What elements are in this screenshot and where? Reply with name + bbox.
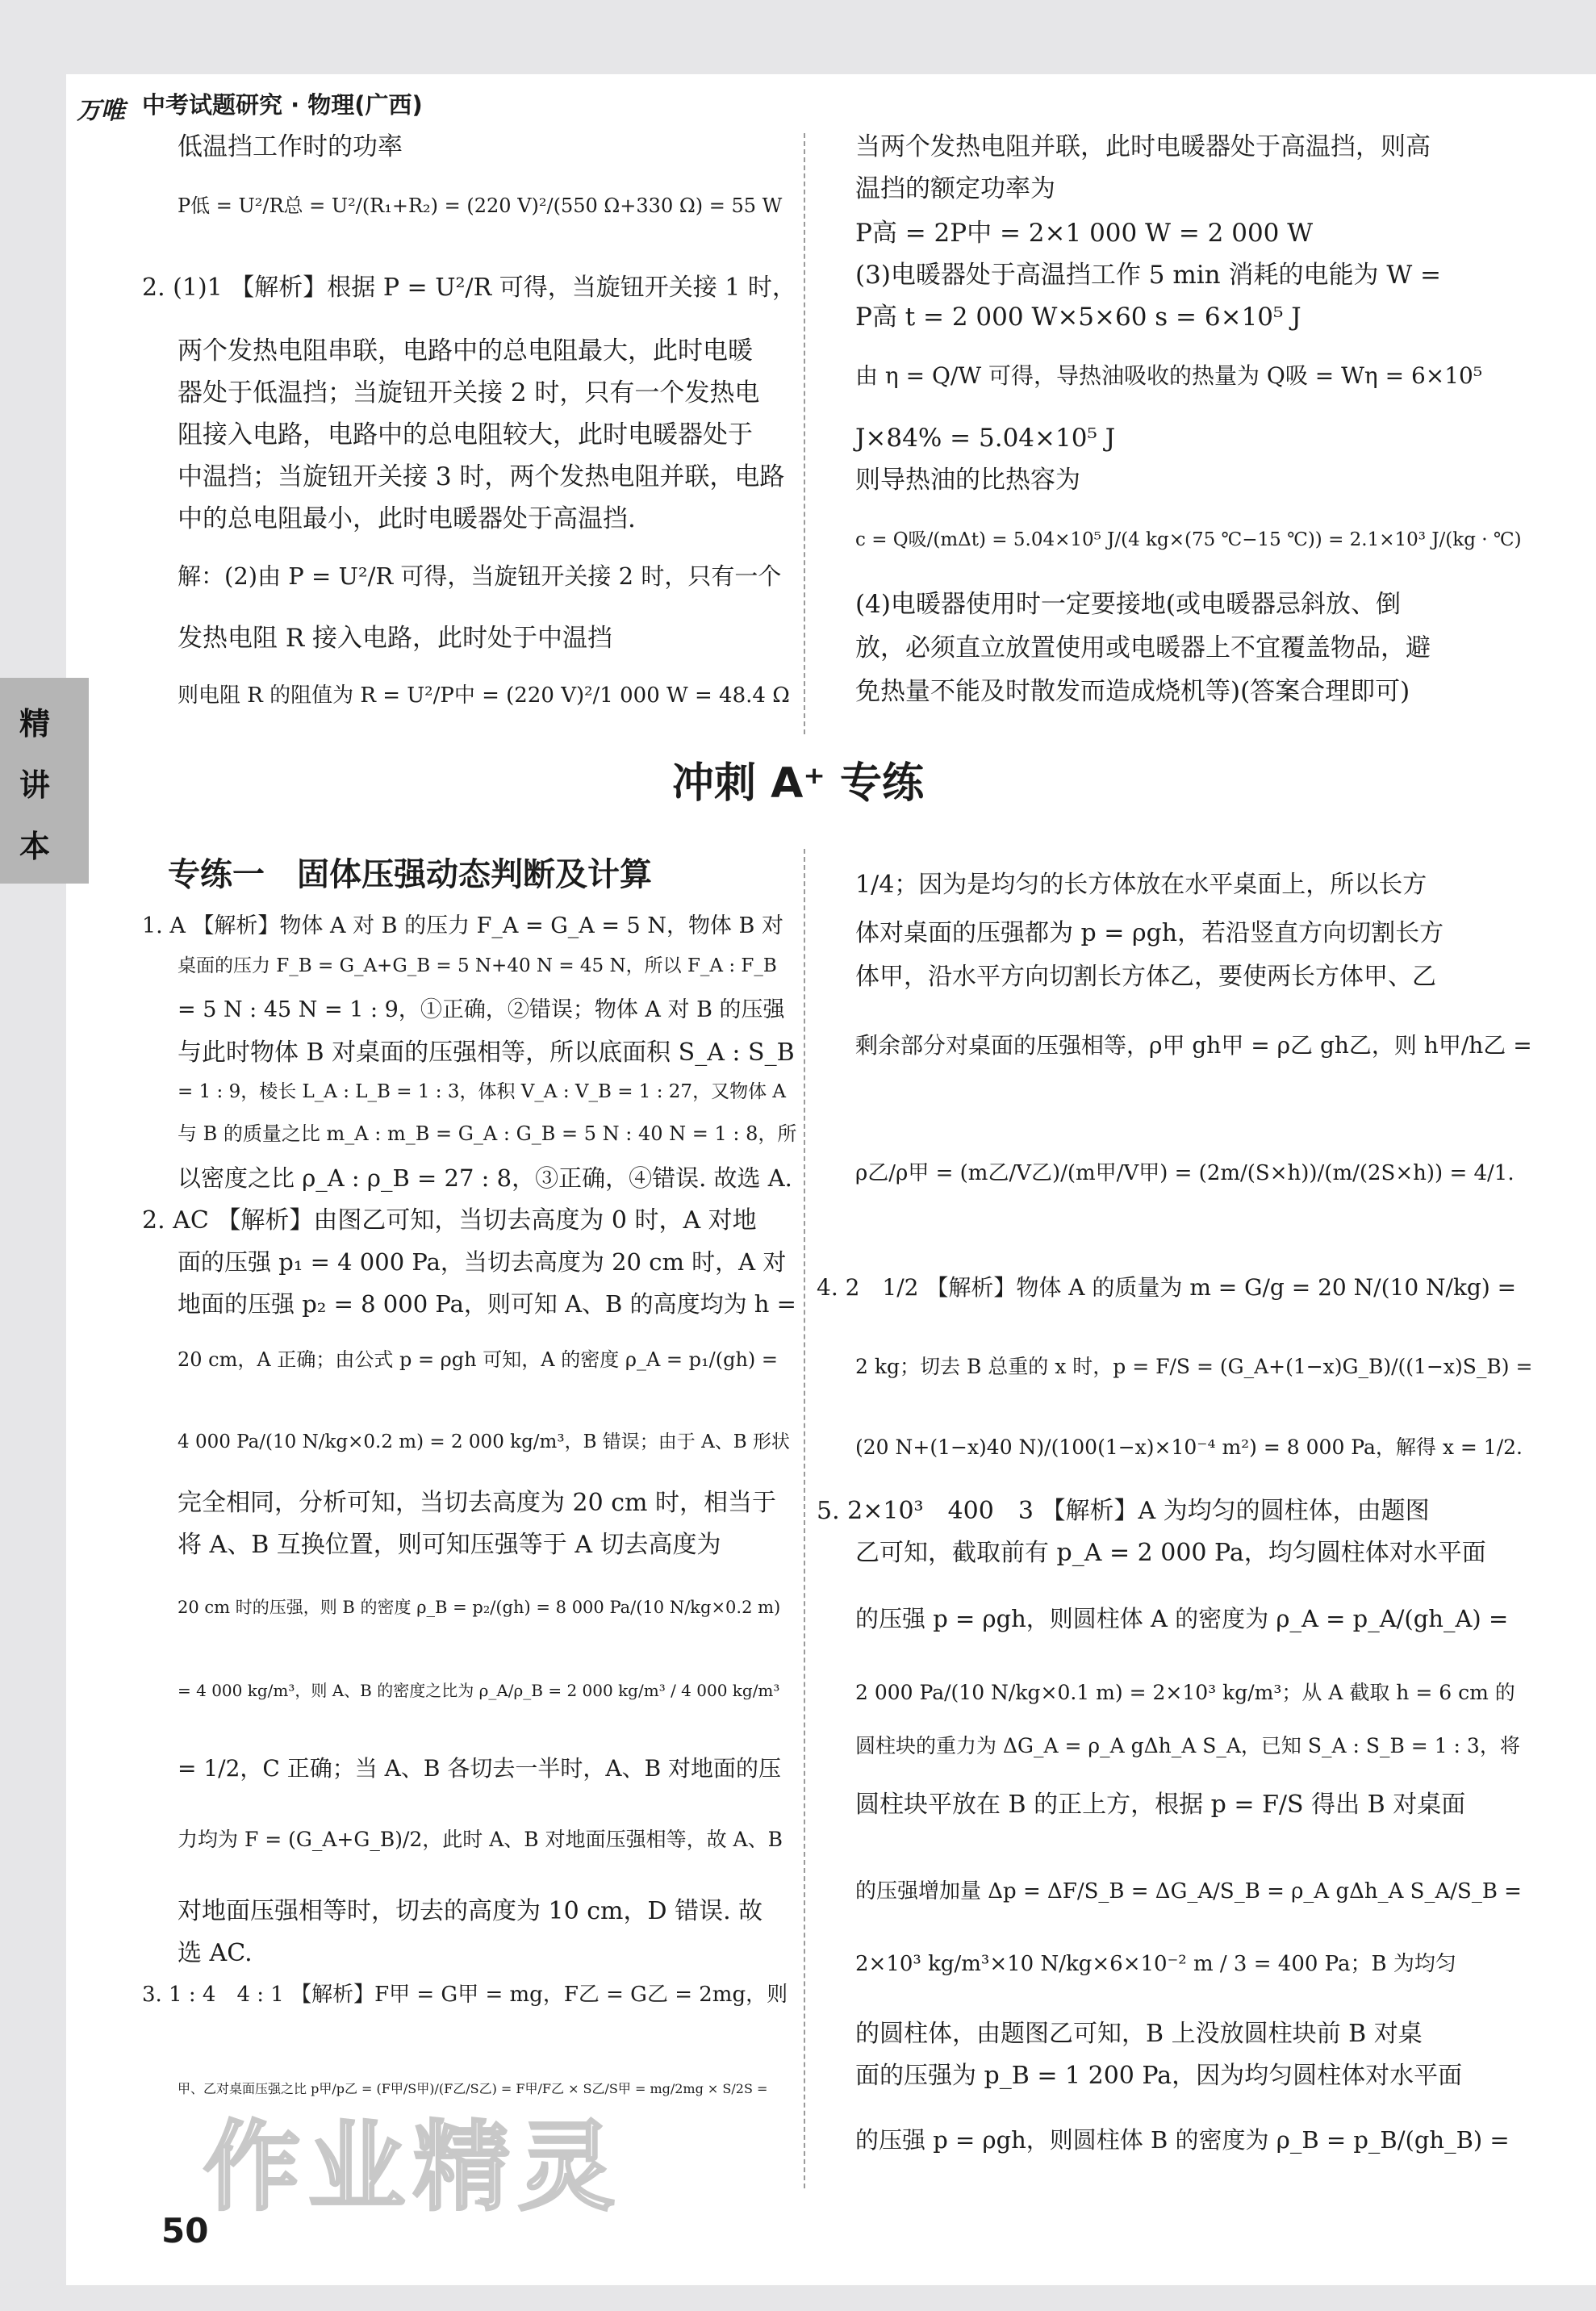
answer-3-line: 3. 1 : 4 4 : 1 【解析】F甲 = G甲 = mg，F乙 = G乙 = 2mg，则	[142, 1983, 788, 2007]
formula-line: 2 000 Pa/(10 N/kg×0.1 m) = 2×10³ kg/m³；从 A 截取 h = 6 cm 的	[855, 1681, 1515, 1704]
text-line: 完全相同，分析可知，当切去高度为 20 cm 时，相当于	[178, 1489, 777, 1517]
text-line: 则导热油的比热容为	[855, 466, 1080, 495]
text-line: 1/4；因为是均匀的长方体放在水平桌面上，所以长方	[855, 871, 1427, 899]
text-line: 当两个发热电阻并联，此时电暖器处于高温挡，则高	[855, 132, 1431, 161]
formula-line: c = Q吸/(mΔt) = 5.04×10⁵ J/(4 kg×(75 ℃−15 ℃)) = 2.1×10³ J/(kg · ℃)	[855, 529, 1522, 550]
side-tab-char: 本	[19, 829, 51, 864]
text-line: (4)电暖器使用时一定要接地(或电暖器忌斜放、倒	[855, 590, 1402, 619]
text-line: 圆柱块平放在 B 的正上方，根据 p = F/S 得出 B 对桌面	[855, 1791, 1466, 1819]
text-line: 将 A、B 互换位置，则可知压强等于 A 切去高度为	[178, 1531, 721, 1559]
text-line: 免热量不能及时散发而造成烧机等)(答案合理即可)	[855, 677, 1410, 706]
column-divider	[804, 133, 805, 734]
text-line: 与 B 的质量之比 m_A : m_B = G_A : G_B = 5 N : 40 N = 1 : 8，所	[178, 1122, 797, 1145]
formula-line: 的压强增加量 Δp = ΔF/S_B = ΔG_A/S_B = ρ_A gΔh_A S_A/S_B =	[855, 1879, 1522, 1904]
section-title: 冲刺 A⁺ 专练	[672, 759, 924, 808]
text-line: 两个发热电阻串联，电路中的总电阻最大，此时电暖	[178, 336, 753, 366]
text-line: = 5 N : 45 N = 1 : 9，①正确，②错误；物体 A 对 B 的压强	[178, 997, 785, 1022]
text-line: 的压强 p = ρgh，则圆柱体 A 的密度为 ρ_A = p_A/(gh_A) =	[855, 1605, 1509, 1632]
answer-5-line: 5. 2×10³ 400 3 【解析】A 为均匀的圆柱体，由题图	[817, 1497, 1430, 1525]
formula-line: J×84% = 5.04×10⁵ J	[855, 424, 1116, 453]
text-line: 对地面压强相等时，切去的高度为 10 cm，D 错误. 故	[178, 1897, 763, 1925]
text-line: 体对桌面的压强都为 p = ρgh，若沿竖直方向切割长方	[855, 919, 1444, 947]
header-title: 中考试题研究 · 物理(广西)	[142, 91, 423, 119]
text-line: 与此时物体 B 对桌面的压强相等，所以底面积 S_A : S_B	[178, 1038, 795, 1067]
text-line: 体甲，沿水平方向切割长方体乙，要使两长方体甲、乙	[855, 963, 1436, 991]
text-line: 阻接入电路，电路中的总电阻较大，此时电暖器处于	[178, 420, 753, 449]
text-line: 的压强 p = ρgh，则圆柱体 B 的密度为 ρ_B = p_B/(gh_B) =	[855, 2126, 1510, 2154]
text-line: 选 AC.	[178, 1939, 253, 1967]
text-line: 桌面的压力 F_B = G_A+G_B = 5 N+40 N = 45 N，所以 F_A : F_B	[178, 955, 777, 976]
text-line: 中的总电阻最小，此时电暖器处于高温挡.	[178, 504, 636, 533]
formula-line: 20 cm 时的压强，则 B 的密度 ρ_B = p₂/(gh) = 8 000 Pa/(10 N/kg×0.2 m)	[178, 1598, 781, 1617]
text-line: 乙可知，截取前有 p_A = 2 000 Pa，均匀圆柱体对水平面	[855, 1539, 1486, 1567]
text-line: 解：(2)由 P = U²/R 可得，当旋钮开关接 2 时，只有一个	[178, 562, 782, 590]
formula-line: 2×10³ kg/m³×10 N/kg×6×10⁻² m / 3 = 400 Pa；B 为均匀	[855, 1952, 1456, 1976]
formula-line: (20 N+(1−x)40 N)/(100(1−x)×10⁻⁴ m²) = 8 000 Pa，解得 x = 1/2.	[855, 1435, 1523, 1459]
formula-line: 则电阻 R 的阻值为 R = U²/P中 = (220 V)²/1 000 W = 48.4 Ω	[178, 683, 790, 708]
answer-4-line: 4. 2 1/2 【解析】物体 A 的质量为 m = G/g = 20 N/(10 N/kg) =	[817, 1274, 1517, 1301]
page-number: 50	[161, 2211, 209, 2250]
text-line: 放，必须直立放置使用或电暖器上不宜覆盖物品，避	[855, 633, 1431, 662]
text-line: 温挡的额定功率为	[855, 174, 1055, 203]
text-line: 地面的压强 p₂ = 8 000 Pa，则可知 A、B 的高度均为 h =	[178, 1290, 796, 1318]
text-line: = 1 : 9，棱长 L_A : L_B = 1 : 3，体积 V_A : V_B = 1 : 27，又物体 A	[178, 1081, 786, 1102]
formula-line: P低 = U²/R总 = U²/(R₁+R₂) = (220 V)²/(550 Ω+330 Ω) = 55 W	[178, 194, 783, 217]
formula-line: = 4 000 kg/m³，则 A、B 的密度之比为 ρ_A/ρ_B = 2 000 kg/m³ / 4 000 kg/m³	[178, 1681, 780, 1700]
text-line: 剩余部分对桌面的压强相等，ρ甲 gh甲 = ρ乙 gh乙，则 h甲/h乙 =	[855, 1032, 1532, 1059]
answer-2-line: 2. AC 【解析】由图乙可知，当切去高度为 0 时，A 对地	[142, 1206, 757, 1235]
text-line: 的圆柱体，由题图乙可知，B 上没放圆柱块前 B 对桌	[855, 2020, 1423, 2048]
side-tab-char: 精	[19, 706, 51, 742]
formula-line: 2 kg；切去 B 总重的 x 时，p = F/S = (G_A+(1−x)G_B)/((1−x)S_B) =	[855, 1355, 1533, 1378]
side-tab-char: 讲	[19, 767, 51, 803]
text-line: = 1/2，C 正确；当 A、B 各切去一半时，A、B 对地面的压	[178, 1755, 782, 1782]
answer-1-line: 1. A 【解析】物体 A 对 B 的压力 F_A = G_A = 5 N，物体 B 对	[142, 913, 783, 938]
brand-logo: 万唯	[77, 97, 125, 125]
text-line: 面的压强为 p_B = 1 200 Pa，因为均匀圆柱体对水平面	[855, 2062, 1463, 2090]
formula-line: P高 t = 2 000 W×5×60 s = 6×10⁵ J	[855, 303, 1301, 332]
formula-line: ρ乙/ρ甲 = (m乙/V乙)/(m甲/V甲) = (2m/(S×h))/(m/(2S×h)) = 4/1.	[855, 1161, 1515, 1185]
subsection-title: 专练一 固体压强动态判断及计算	[168, 856, 652, 893]
text-line: 以密度之比 ρ_A : ρ_B = 27 : 8，③正确，④错误. 故选 A.	[178, 1164, 792, 1192]
text-line: 发热电阻 R 接入电路，此时处于中温挡	[178, 624, 613, 653]
text-line: 面的压强 p₁ = 4 000 Pa，当切去高度为 20 cm 时，A 对	[178, 1248, 787, 1276]
watermark: 作业精灵	[203, 2112, 623, 2224]
text-line: 力均为 F = (G_A+G_B)/2，此时 A、B 对地面压强相等，故 A、B	[178, 1828, 783, 1851]
formula-line: 4 000 Pa/(10 N/kg×0.2 m) = 2 000 kg/m³，B 错误；由于 A、B 形状	[178, 1431, 790, 1452]
text-line: 低温挡工作时的功率	[178, 132, 403, 161]
answer-2-line: 2. (1)1 【解析】根据 P = U²/R 可得，当旋钮开关接 1 时，	[142, 274, 796, 302]
text-line: (3)电暖器处于高温挡工作 5 min 消耗的电能为 W =	[855, 261, 1442, 290]
formula-line: P高 = 2P中 = 2×1 000 W = 2 000 W	[855, 219, 1314, 248]
text-line: 圆柱块的重力为 ΔG_A = ρ_A gΔh_A S_A，已知 S_A : S_B = 1 : 3，将	[855, 1734, 1520, 1757]
column-divider	[804, 849, 805, 2188]
formula-line: 20 cm，A 正确；由公式 p = ρgh 可知，A 的密度 ρ_A = p₁/(gh) =	[178, 1348, 778, 1371]
formula-line: 由 η = Q/W 可得，导热油吸收的热量为 Q吸 = Wη = 6×10⁵	[855, 362, 1483, 389]
text-line: 中温挡；当旋钮开关接 3 时，两个发热电阻并联，电路	[178, 462, 785, 491]
text-line: 器处于低温挡；当旋钮开关接 2 时，只有一个发热电	[178, 378, 760, 407]
formula-line: 甲、乙对桌面压强之比 p甲/p乙 = (F甲/S甲)/(F乙/S乙) = F甲/F乙 × S乙/S甲 = mg/2mg × S/2S =	[178, 2081, 768, 2096]
